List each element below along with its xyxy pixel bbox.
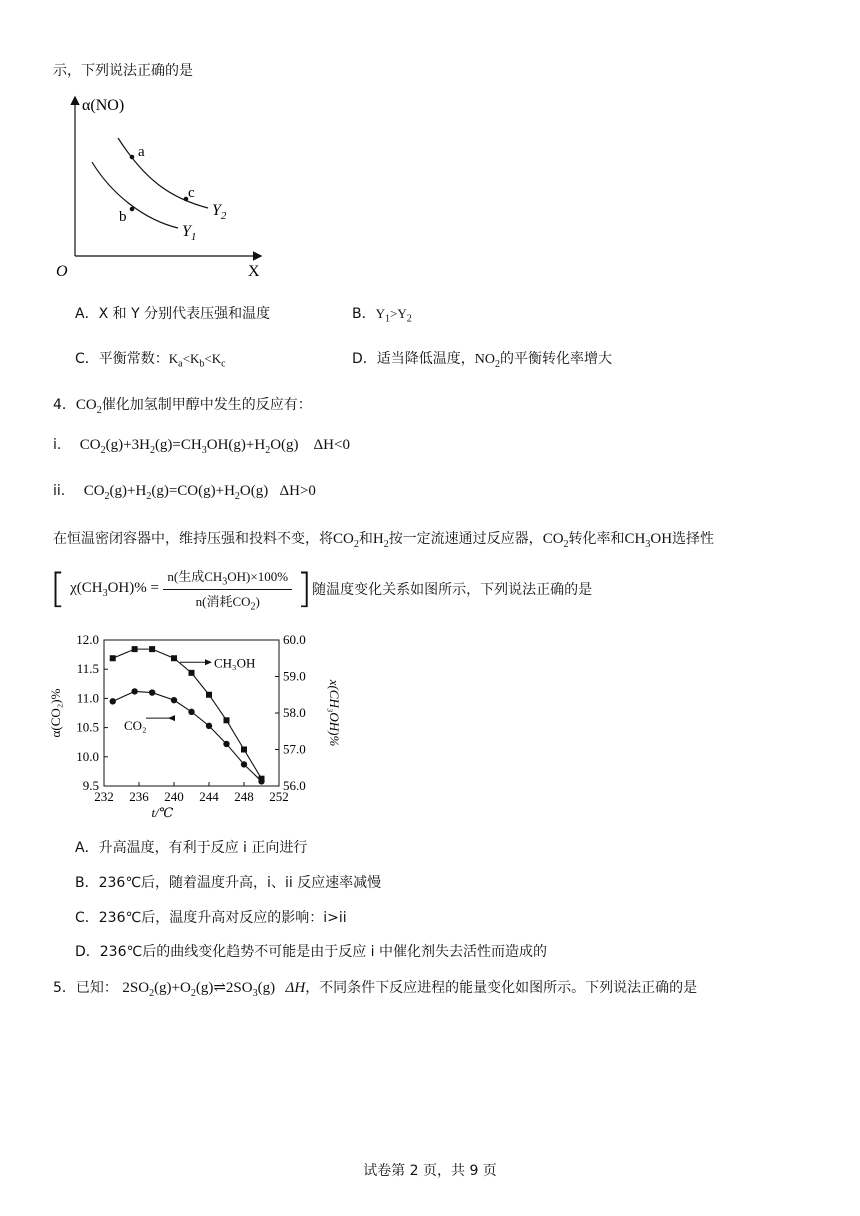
data-point-co2 <box>258 778 264 784</box>
origin-label: O <box>56 263 68 280</box>
data-point-co2 <box>241 761 247 767</box>
series-line-co2 <box>113 691 262 781</box>
x-tick-label: 240 <box>164 789 184 804</box>
y-left-tick-label: 11.0 <box>76 690 99 706</box>
q4-stem: 4．$CO_2$催化加氢制甲醇中发生的反应有： <box>53 397 312 416</box>
curve-y2-label: $Y_2$ <box>212 202 227 222</box>
x-tick-label: 252 <box>269 789 289 804</box>
x-tick-label: 236 <box>129 789 149 804</box>
x-tick-label: 248 <box>234 789 254 804</box>
q4-option-a: A．升高温度，有利于反应 i 正向进行 <box>75 840 308 856</box>
point-b-label: b <box>119 209 127 225</box>
intro-line: 示，下列说法正确的是 <box>53 63 193 79</box>
y-right-tick-label: 57.0 <box>283 741 306 757</box>
y-left-tick-label: 12.0 <box>76 632 99 647</box>
data-point-co2 <box>110 698 116 704</box>
y-left-tick-label: 11.5 <box>76 661 99 677</box>
y-left-axis-label: α(CO₂)% <box>48 688 63 738</box>
q4-selectivity-formula: [ $\chi(CH_3OH)\%$ = $\frac{n(生成CH_3OH)\times 100\%}{n(消耗CO_2)}$ ]随温度变化关系如图所示，下列说法正确的是 <box>50 566 593 613</box>
co2-arrow-head <box>168 715 175 721</box>
y-right-tick-label: 60.0 <box>283 632 306 647</box>
q4-conditions: 在恒温密闭容器中，维持压强和投料不变，将$CO_2$和$H_2$按一定流速通过反应器，$CO_2$转化率和$CH_3OH$选择性 <box>53 531 715 550</box>
q4-reaction-ii: ii. $CO_2(g)+H_2(g)=CO(g)+H_2O(g)$ ΔH>0 <box>53 483 316 502</box>
data-point-ch3oh <box>189 670 195 676</box>
data-point-ch3oh <box>171 655 177 661</box>
x-tick-label: 244 <box>199 789 219 804</box>
y-axis-label: α(NO) <box>82 97 125 114</box>
data-point-ch3oh <box>241 747 247 753</box>
ch3oh-series-label: CH₃OH <box>214 655 256 671</box>
data-point-ch3oh <box>206 692 212 698</box>
data-point-co2 <box>131 688 137 694</box>
data-point-ch3oh <box>224 717 230 723</box>
point-b <box>130 207 135 212</box>
data-point-ch3oh <box>132 646 138 652</box>
co2-series-label: CO₂ <box>124 718 147 734</box>
data-point-ch3oh <box>110 655 116 661</box>
point-c-label: c <box>188 185 195 201</box>
data-point-co2 <box>149 689 155 695</box>
y-right-tick-label: 56.0 <box>283 778 306 793</box>
chart-co2-ch3oh-vs-temperature <box>48 625 348 825</box>
q3-option-a: A．X 和 Y 分别代表压强和温度 <box>75 306 271 322</box>
x-tick-label: 232 <box>94 789 114 804</box>
x-axis-label: X <box>248 263 260 280</box>
q3-option-d: D．适当降低温度，$NO_2$的平衡转化率增大 <box>352 351 613 370</box>
y-right-tick-label: 59.0 <box>283 668 306 684</box>
q3-option-b: B．$Y_1>Y_2$ <box>352 306 412 325</box>
data-point-co2 <box>171 697 177 703</box>
y-right-axis-label: x(CH₃OH)% <box>327 679 342 747</box>
q4-option-d: D．236℃后的曲线变化趋势不可能是由于反应 i 中催化剂失去活性而造成的 <box>75 944 548 960</box>
point-a-label: a <box>138 144 145 160</box>
q3-option-c: C．平衡常数：$K_a<K_b<K_c$ <box>75 351 226 370</box>
q5-stem: 5．已知： $2SO_2(g)+O_2(g)\rightleftharpoons 2SO_3(g)$ ΔH，不同条件下反应进程的能量变化如图所示。下列说法正确的是 <box>53 980 698 999</box>
curve-y1-label: $Y_1$ <box>182 223 197 243</box>
y-right-tick-label: 58.0 <box>283 705 306 720</box>
q4-option-c: C．236℃后，温度升高对反应的影响：i>ii <box>75 910 347 926</box>
point-a <box>130 155 135 160</box>
data-point-ch3oh <box>149 646 155 652</box>
page-footer: 试卷第 2 页，共 9 页 <box>363 1163 497 1179</box>
y-left-tick-label: 9.5 <box>82 778 99 793</box>
data-point-co2 <box>206 723 212 729</box>
ch3oh-arrow-head <box>205 659 212 665</box>
q4-reaction-i: i. $CO_2(g)+3H_2(g)=CH_3OH(g)+H_2O(g)$ ΔH<0 <box>53 437 350 456</box>
y-left-tick-label: 10.0 <box>76 748 99 764</box>
x-axis-label: t/℃ <box>151 805 174 820</box>
y-left-tick-label: 10.5 <box>76 719 99 735</box>
figure-alpha-no-curves <box>50 90 280 285</box>
q4-option-b: B．236℃后，随着温度升高，i、ii 反应速率减慢 <box>75 875 382 891</box>
data-point-co2 <box>223 741 229 747</box>
curve-y1 <box>92 162 178 228</box>
data-point-co2 <box>188 709 194 715</box>
